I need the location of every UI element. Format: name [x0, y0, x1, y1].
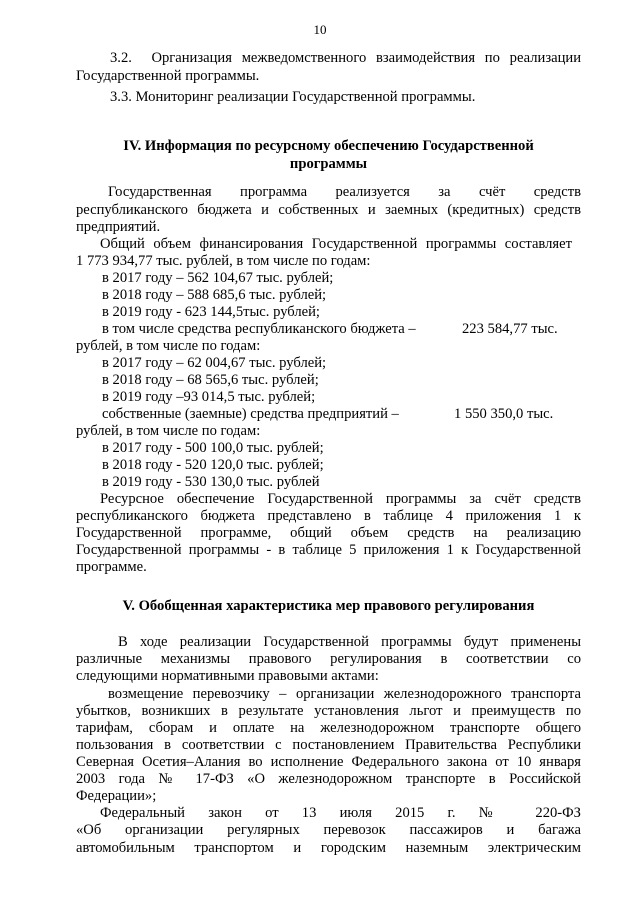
s5-p3-line1	[100, 805, 581, 822]
total-year-2019: в 2019 году - 623 144,5тыс. рублей;	[102, 304, 320, 320]
s4-p3-line4: Государственной программы - в таблице 5 приложения 1 к Государственной	[76, 542, 581, 558]
s5-p3-word: транспортом	[194, 840, 274, 856]
page-number: 10	[313, 22, 327, 37]
item-3-2-text: Организация межведомственного взаимодействия по реализации	[151, 50, 582, 66]
s5-p3-word: 220-ФЗ	[535, 805, 581, 821]
s4-p2-line1: Общий объем финансирования Государственной программы составляет	[100, 236, 572, 252]
s4-p1-line1	[108, 184, 581, 201]
s5-p3-word: №	[478, 805, 513, 821]
s5-p3-word: Федеральный	[100, 805, 185, 821]
s5-p3-word: от	[265, 805, 279, 821]
s5-p3-word: организации	[125, 822, 204, 838]
s5-p3-line2	[76, 822, 581, 839]
s5-p3-word: наземным	[405, 840, 469, 856]
s4-p3-line1: Ресурсное обеспечение Государственной программы за счёт средств	[100, 491, 581, 507]
budget-year-2018: в 2018 году – 68 565,6 тыс. рублей;	[102, 372, 319, 388]
own-year-2018: в 2018 году - 520 120,0 тыс. рублей;	[102, 457, 324, 473]
budget-year-2019: в 2019 году –93 014,5 тыс. рублей;	[102, 389, 316, 405]
own-year-2017: в 2017 году - 500 100,0 тыс. рублей;	[102, 440, 324, 456]
own-funds-value: 1 550 350,0 тыс.	[454, 406, 554, 422]
s5-p3-word: багажа	[538, 822, 581, 838]
s5-p2-line1: возмещение перевозчику – организации железнодорожного транспорта	[108, 686, 581, 702]
item-3-2-line1	[110, 50, 581, 67]
s5-p3-line3	[76, 840, 581, 857]
s4-p1-word: за	[438, 184, 451, 200]
s5-p2-line2: убытков, возникших в результате установления льгот и преимуществ по	[76, 703, 581, 719]
s5-p3-word: электрическим	[487, 840, 582, 856]
s5-p1-line3: следующими нормативными правовыми актами:	[76, 668, 379, 684]
s4-p1-word: счёт	[478, 184, 506, 200]
s5-p3-word: и	[506, 822, 515, 838]
s5-p3-word: 13	[301, 805, 317, 821]
total-year-2018: в 2018 году – 588 685,6 тыс. рублей;	[102, 287, 327, 303]
total-year-2017: в 2017 году – 562 104,67 тыс. рублей;	[102, 270, 334, 286]
s4-p3-line3: Государственной программе, общий объем средств на реализацию	[76, 525, 581, 541]
s5-p3-word: июля	[339, 805, 372, 821]
s5-p1-line2: различные механизмы правового регулирования в соответствии со	[76, 651, 581, 667]
s5-p2-line4: пользования в соответствии с постановлением Правительства Республики	[76, 737, 581, 753]
budget-line-label: в том числе средства республиканского бюджета –	[102, 321, 416, 337]
own-year-2019: в 2019 году - 530 130,0 тыс. рублей	[102, 474, 320, 490]
s4-p2-line2: 1 773 934,77 тыс. рублей, в том числе по годам:	[76, 253, 371, 269]
item-3-3: 3.3. Мониторинг реализации Государственной программы.	[110, 89, 476, 105]
s5-p3-word: пассажиров	[409, 822, 483, 838]
s4-p1-word: Государственная	[108, 184, 212, 200]
s4-p3-line2: республиканского бюджета представлено в таблице 4 приложения 1 к	[76, 508, 581, 524]
s5-p3-word: перевозок	[323, 822, 386, 838]
section-4-heading-line1: IV. Информация по ресурсному обеспечению Государственной	[123, 138, 534, 154]
budget-line-value: 223 584,77 тыс.	[462, 321, 558, 337]
section-5-heading: V. Обобщенная характеристика мер правового регулирования	[122, 598, 535, 614]
s4-p1-line2: республиканского бюджета и собственных и заемных (кредитных) средств	[76, 202, 581, 218]
s5-p3-word: «Об	[76, 822, 102, 838]
s5-p3-word: и	[293, 840, 302, 856]
s5-p3-word: автомобильным	[76, 840, 175, 856]
s4-p1-word: реализуется	[335, 184, 410, 200]
s5-p1-line1: В ходе реализации Государственной программы будут применены	[118, 634, 581, 650]
s4-p1-line3: предприятий.	[76, 219, 161, 235]
budget-line-cont: рублей, в том числе по годам:	[76, 338, 261, 354]
s5-p3-word: закон	[208, 805, 242, 821]
s5-p2-line3: тарифам, сборам и оплате на железнодорожном транспорте общего	[76, 720, 581, 736]
budget-year-2017: в 2017 году – 62 004,67 тыс. рублей;	[102, 355, 327, 371]
item-3-2-number: 3.2.	[110, 50, 132, 66]
section-4-heading-line2: программы	[289, 156, 368, 172]
s5-p3-word: 2015 г.	[395, 805, 456, 821]
s5-p2-line7: Федерации»;	[76, 788, 157, 804]
s4-p3-line5: программе.	[76, 559, 147, 575]
own-funds-cont: рублей, в том числе по годам:	[76, 423, 261, 439]
s4-p1-word: программа	[240, 184, 308, 200]
s5-p3-word: городским	[320, 840, 386, 856]
s5-p2-line5: Северная Осетия–Алания во исполнение Федерального закона от 10 января	[76, 754, 581, 770]
item-3-2-line2: Государственной программы.	[76, 68, 260, 84]
s5-p3-word: регулярных	[227, 822, 300, 838]
s5-p2-line6: 2003 года № 17-ФЗ «О железнодорожном транспорте в Российской	[76, 771, 581, 787]
s4-p1-word: средств	[533, 184, 581, 200]
own-funds-label: собственные (заемные) средства предприятий –	[102, 406, 399, 422]
